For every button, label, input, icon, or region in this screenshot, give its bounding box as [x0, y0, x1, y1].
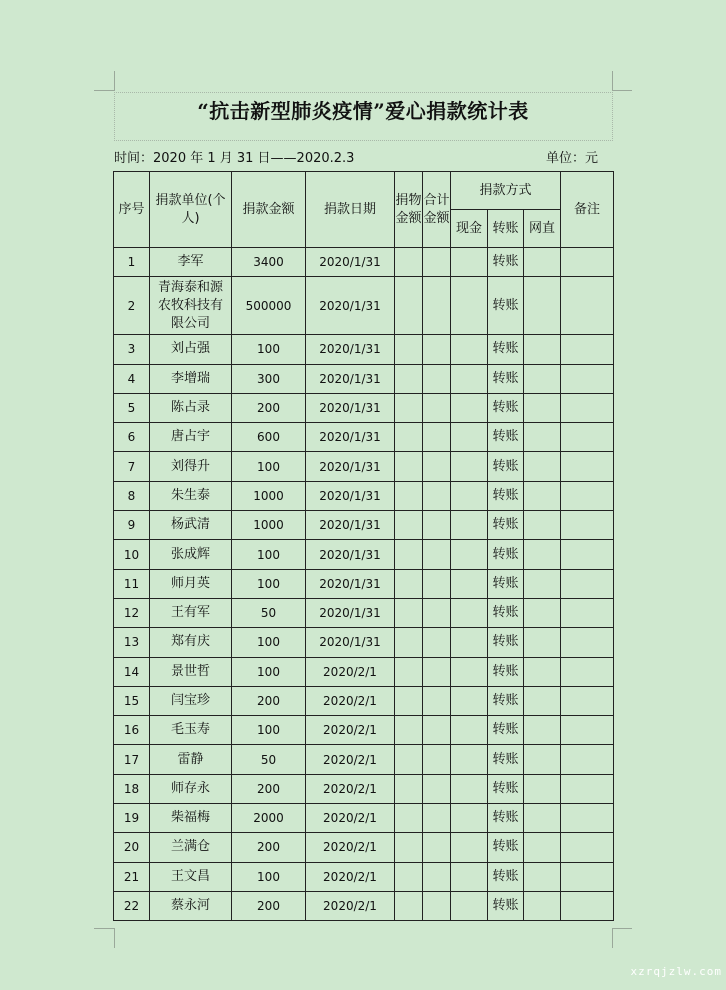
table-row [114, 716, 614, 745]
cell-goods [395, 891, 423, 920]
table-row [114, 540, 614, 569]
cell-cash [451, 774, 488, 803]
cell-cash [451, 335, 488, 364]
cell-cash [451, 569, 488, 598]
cell-goods [395, 364, 423, 393]
cell-transfer: 转账 [488, 364, 524, 393]
cell-wire [524, 511, 561, 540]
cell-goods [395, 335, 423, 364]
cell-goods [395, 452, 423, 481]
cell-amount: 100 [232, 335, 306, 364]
cell-total [423, 657, 451, 686]
header-date: 捐款日期 [306, 172, 395, 248]
cell-total [423, 511, 451, 540]
cell-amount: 300 [232, 364, 306, 393]
cell-remark [561, 393, 614, 422]
cell-donor: 柴福梅 [150, 804, 232, 833]
cell-date: 2020/2/1 [306, 686, 395, 715]
cell-wire [524, 569, 561, 598]
table-row [114, 423, 614, 452]
cell-cash [451, 891, 488, 920]
cell-wire [524, 862, 561, 891]
cell-transfer: 转账 [488, 598, 524, 627]
cell-amount: 50 [232, 598, 306, 627]
cell-wire [524, 716, 561, 745]
cell-total [423, 774, 451, 803]
cell-total [423, 540, 451, 569]
cell-transfer: 转账 [488, 686, 524, 715]
cell-amount: 600 [232, 423, 306, 452]
cell-remark [561, 804, 614, 833]
cell-date: 2020/2/1 [306, 804, 395, 833]
cell-transfer: 转账 [488, 628, 524, 657]
page-title: “抗击新型肺炎疫情”爱心捐款统计表 [197, 99, 529, 123]
cell-index: 6 [114, 423, 150, 452]
header-remark: 备注 [561, 172, 614, 248]
cell-remark [561, 248, 614, 277]
cell-remark [561, 598, 614, 627]
cell-wire [524, 364, 561, 393]
cell-total [423, 598, 451, 627]
cell-transfer: 转账 [488, 716, 524, 745]
cell-remark [561, 277, 614, 335]
cell-index: 14 [114, 657, 150, 686]
crop-mark [612, 928, 613, 948]
cell-cash [451, 862, 488, 891]
cell-amount: 50 [232, 745, 306, 774]
cell-date: 2020/1/31 [306, 423, 395, 452]
cell-remark [561, 862, 614, 891]
cell-index: 2 [114, 277, 150, 335]
cell-total [423, 628, 451, 657]
cell-index: 4 [114, 364, 150, 393]
cell-remark [561, 686, 614, 715]
cell-cash [451, 686, 488, 715]
table-row [114, 628, 614, 657]
cell-cash [451, 511, 488, 540]
cell-date: 2020/1/31 [306, 277, 395, 335]
cell-total [423, 423, 451, 452]
cell-donor: 郑有庆 [150, 628, 232, 657]
cell-amount: 2000 [232, 804, 306, 833]
cell-remark [561, 628, 614, 657]
cell-transfer: 转账 [488, 833, 524, 862]
cell-index: 19 [114, 804, 150, 833]
cell-transfer: 转账 [488, 248, 524, 277]
cell-remark [561, 745, 614, 774]
cell-donor: 景世哲 [150, 657, 232, 686]
cell-index: 18 [114, 774, 150, 803]
cell-date: 2020/1/31 [306, 335, 395, 364]
cell-wire [524, 598, 561, 627]
table-row [114, 511, 614, 540]
cell-index: 17 [114, 745, 150, 774]
cell-date: 2020/2/1 [306, 716, 395, 745]
cell-date: 2020/1/31 [306, 481, 395, 510]
cell-donor: 杨武清 [150, 511, 232, 540]
cell-total [423, 277, 451, 335]
cell-date: 2020/1/31 [306, 598, 395, 627]
cell-date: 2020/2/1 [306, 745, 395, 774]
cell-remark [561, 452, 614, 481]
table-row [114, 833, 614, 862]
cell-cash [451, 423, 488, 452]
cell-index: 13 [114, 628, 150, 657]
cell-wire [524, 277, 561, 335]
cell-wire [524, 774, 561, 803]
cell-remark [561, 364, 614, 393]
cell-cash [451, 481, 488, 510]
cell-cash [451, 657, 488, 686]
cell-date: 2020/1/31 [306, 628, 395, 657]
cell-remark [561, 833, 614, 862]
cell-donor: 师月英 [150, 569, 232, 598]
cell-wire [524, 628, 561, 657]
cell-remark [561, 569, 614, 598]
cell-goods [395, 657, 423, 686]
cell-date: 2020/2/1 [306, 891, 395, 920]
crop-mark [94, 90, 114, 91]
cell-amount: 1000 [232, 481, 306, 510]
cell-goods [395, 277, 423, 335]
cell-total [423, 481, 451, 510]
cell-transfer: 转账 [488, 862, 524, 891]
cell-amount: 200 [232, 686, 306, 715]
cell-index: 21 [114, 862, 150, 891]
cell-goods [395, 716, 423, 745]
cell-remark [561, 774, 614, 803]
cell-total [423, 248, 451, 277]
cell-donor: 青海泰和源农牧科技有限公司 [150, 277, 232, 335]
cell-goods [395, 628, 423, 657]
cell-index: 16 [114, 716, 150, 745]
table-row [114, 452, 614, 481]
table-row [114, 393, 614, 422]
cell-transfer: 转账 [488, 569, 524, 598]
table-row [114, 364, 614, 393]
table-row [114, 774, 614, 803]
cell-amount: 3400 [232, 248, 306, 277]
header-transfer: 转账 [488, 210, 524, 248]
header-goods: 捐物金额 [395, 172, 423, 248]
crop-mark [612, 90, 632, 91]
cell-cash [451, 833, 488, 862]
cell-wire [524, 481, 561, 510]
cell-total [423, 804, 451, 833]
cell-goods [395, 745, 423, 774]
crop-mark [612, 71, 613, 91]
cell-amount: 500000 [232, 277, 306, 335]
cell-index: 10 [114, 540, 150, 569]
cell-total [423, 862, 451, 891]
cell-goods [395, 540, 423, 569]
cell-cash [451, 277, 488, 335]
cell-goods [395, 686, 423, 715]
cell-amount: 100 [232, 716, 306, 745]
cell-index: 8 [114, 481, 150, 510]
cell-remark [561, 481, 614, 510]
cell-cash [451, 598, 488, 627]
cell-wire [524, 248, 561, 277]
cell-transfer: 转账 [488, 452, 524, 481]
cell-amount: 100 [232, 657, 306, 686]
table-row [114, 862, 614, 891]
cell-donor: 兰满仓 [150, 833, 232, 862]
cell-donor: 朱生泰 [150, 481, 232, 510]
cell-total [423, 891, 451, 920]
cell-index: 15 [114, 686, 150, 715]
cell-transfer: 转账 [488, 657, 524, 686]
cell-wire [524, 335, 561, 364]
cell-cash [451, 248, 488, 277]
cell-donor: 唐占宇 [150, 423, 232, 452]
table-row [114, 686, 614, 715]
header-wire: 网直 [524, 210, 561, 248]
cell-date: 2020/2/1 [306, 833, 395, 862]
time-range-label: 时间：2020 年 1 月 31 日——2020.2.3 [114, 151, 355, 166]
table-row [114, 745, 614, 774]
cell-wire [524, 745, 561, 774]
cell-transfer: 转账 [488, 277, 524, 335]
cell-wire [524, 540, 561, 569]
table-row [114, 657, 614, 686]
cell-wire [524, 891, 561, 920]
cell-transfer: 转账 [488, 804, 524, 833]
cell-goods [395, 598, 423, 627]
cell-remark [561, 891, 614, 920]
cell-cash [451, 452, 488, 481]
header-cash: 现金 [451, 210, 488, 248]
cell-cash [451, 745, 488, 774]
header-index: 序号 [114, 172, 150, 248]
cell-amount: 100 [232, 628, 306, 657]
cell-donor: 李增瑞 [150, 364, 232, 393]
cell-cash [451, 364, 488, 393]
cell-remark [561, 335, 614, 364]
cell-donor: 刘占强 [150, 335, 232, 364]
cell-transfer: 转账 [488, 481, 524, 510]
cell-donor: 张成辉 [150, 540, 232, 569]
cell-donor: 师存永 [150, 774, 232, 803]
cell-amount: 200 [232, 833, 306, 862]
table-row [114, 481, 614, 510]
cell-total [423, 452, 451, 481]
cell-donor: 李军 [150, 248, 232, 277]
cell-amount: 100 [232, 569, 306, 598]
cell-cash [451, 393, 488, 422]
cell-amount: 100 [232, 540, 306, 569]
cell-goods [395, 862, 423, 891]
cell-transfer: 转账 [488, 774, 524, 803]
cell-index: 22 [114, 891, 150, 920]
donation-table [113, 171, 614, 921]
header-total: 合计金额 [423, 172, 451, 248]
cell-total [423, 393, 451, 422]
cell-donor: 刘得升 [150, 452, 232, 481]
cell-goods [395, 804, 423, 833]
cell-date: 2020/1/31 [306, 540, 395, 569]
cell-transfer: 转账 [488, 511, 524, 540]
cell-total [423, 335, 451, 364]
cell-total [423, 569, 451, 598]
cell-date: 2020/1/31 [306, 393, 395, 422]
cell-donor: 毛玉寿 [150, 716, 232, 745]
cell-date: 2020/1/31 [306, 364, 395, 393]
cell-cash [451, 716, 488, 745]
cell-remark [561, 423, 614, 452]
cell-total [423, 686, 451, 715]
cell-donor: 闫宝珍 [150, 686, 232, 715]
cell-index: 7 [114, 452, 150, 481]
table-row [114, 248, 614, 277]
cell-amount: 200 [232, 774, 306, 803]
cell-index: 5 [114, 393, 150, 422]
cell-remark [561, 657, 614, 686]
header-method: 捐款方式 [451, 172, 561, 210]
cell-goods [395, 774, 423, 803]
cell-total [423, 364, 451, 393]
cell-date: 2020/1/31 [306, 511, 395, 540]
table-row [114, 277, 614, 335]
unit-label: 单位：元 [545, 151, 598, 166]
header-amount: 捐款金额 [232, 172, 306, 248]
cell-amount: 200 [232, 393, 306, 422]
cell-transfer: 转账 [488, 891, 524, 920]
cell-transfer: 转账 [488, 423, 524, 452]
cell-index: 3 [114, 335, 150, 364]
cell-wire [524, 804, 561, 833]
table-row [114, 335, 614, 364]
table-header-row [114, 172, 614, 210]
table-row [114, 804, 614, 833]
table-row [114, 891, 614, 920]
cell-wire [524, 657, 561, 686]
cell-wire [524, 686, 561, 715]
cell-date: 2020/2/1 [306, 862, 395, 891]
cell-amount: 100 [232, 862, 306, 891]
cell-donor: 陈占录 [150, 393, 232, 422]
cell-index: 20 [114, 833, 150, 862]
cell-donor: 王文昌 [150, 862, 232, 891]
cell-goods [395, 569, 423, 598]
cell-amount: 200 [232, 891, 306, 920]
cell-amount: 1000 [232, 511, 306, 540]
cell-wire [524, 452, 561, 481]
table-row [114, 569, 614, 598]
cell-index: 1 [114, 248, 150, 277]
cell-transfer: 转账 [488, 335, 524, 364]
cell-goods [395, 393, 423, 422]
cell-remark [561, 511, 614, 540]
cell-transfer: 转账 [488, 393, 524, 422]
cell-cash [451, 628, 488, 657]
cell-amount: 100 [232, 452, 306, 481]
cell-donor: 雷静 [150, 745, 232, 774]
cell-remark [561, 540, 614, 569]
cell-date: 2020/1/31 [306, 248, 395, 277]
crop-mark [114, 928, 115, 948]
cell-index: 11 [114, 569, 150, 598]
cell-index: 12 [114, 598, 150, 627]
header-donor: 捐款单位(个人) [150, 172, 232, 248]
cell-date: 2020/1/31 [306, 569, 395, 598]
cell-goods [395, 511, 423, 540]
cell-goods [395, 481, 423, 510]
watermark: xzrqjzlw.com [630, 965, 722, 978]
cell-remark [561, 716, 614, 745]
cell-index: 9 [114, 511, 150, 540]
cell-goods [395, 248, 423, 277]
cell-wire [524, 833, 561, 862]
cell-cash [451, 804, 488, 833]
cell-date: 2020/2/1 [306, 774, 395, 803]
cell-transfer: 转账 [488, 745, 524, 774]
cell-date: 2020/1/31 [306, 452, 395, 481]
cell-date: 2020/2/1 [306, 657, 395, 686]
crop-mark [94, 928, 114, 929]
cell-wire [524, 393, 561, 422]
table-body [114, 248, 614, 921]
cell-cash [451, 540, 488, 569]
cell-total [423, 833, 451, 862]
cell-goods [395, 833, 423, 862]
cell-goods [395, 423, 423, 452]
cell-donor: 蔡永河 [150, 891, 232, 920]
crop-mark [612, 928, 632, 929]
cell-total [423, 745, 451, 774]
table-row [114, 598, 614, 627]
cell-total [423, 716, 451, 745]
cell-wire [524, 423, 561, 452]
crop-mark [114, 71, 115, 91]
cell-donor: 王有军 [150, 598, 232, 627]
cell-transfer: 转账 [488, 540, 524, 569]
